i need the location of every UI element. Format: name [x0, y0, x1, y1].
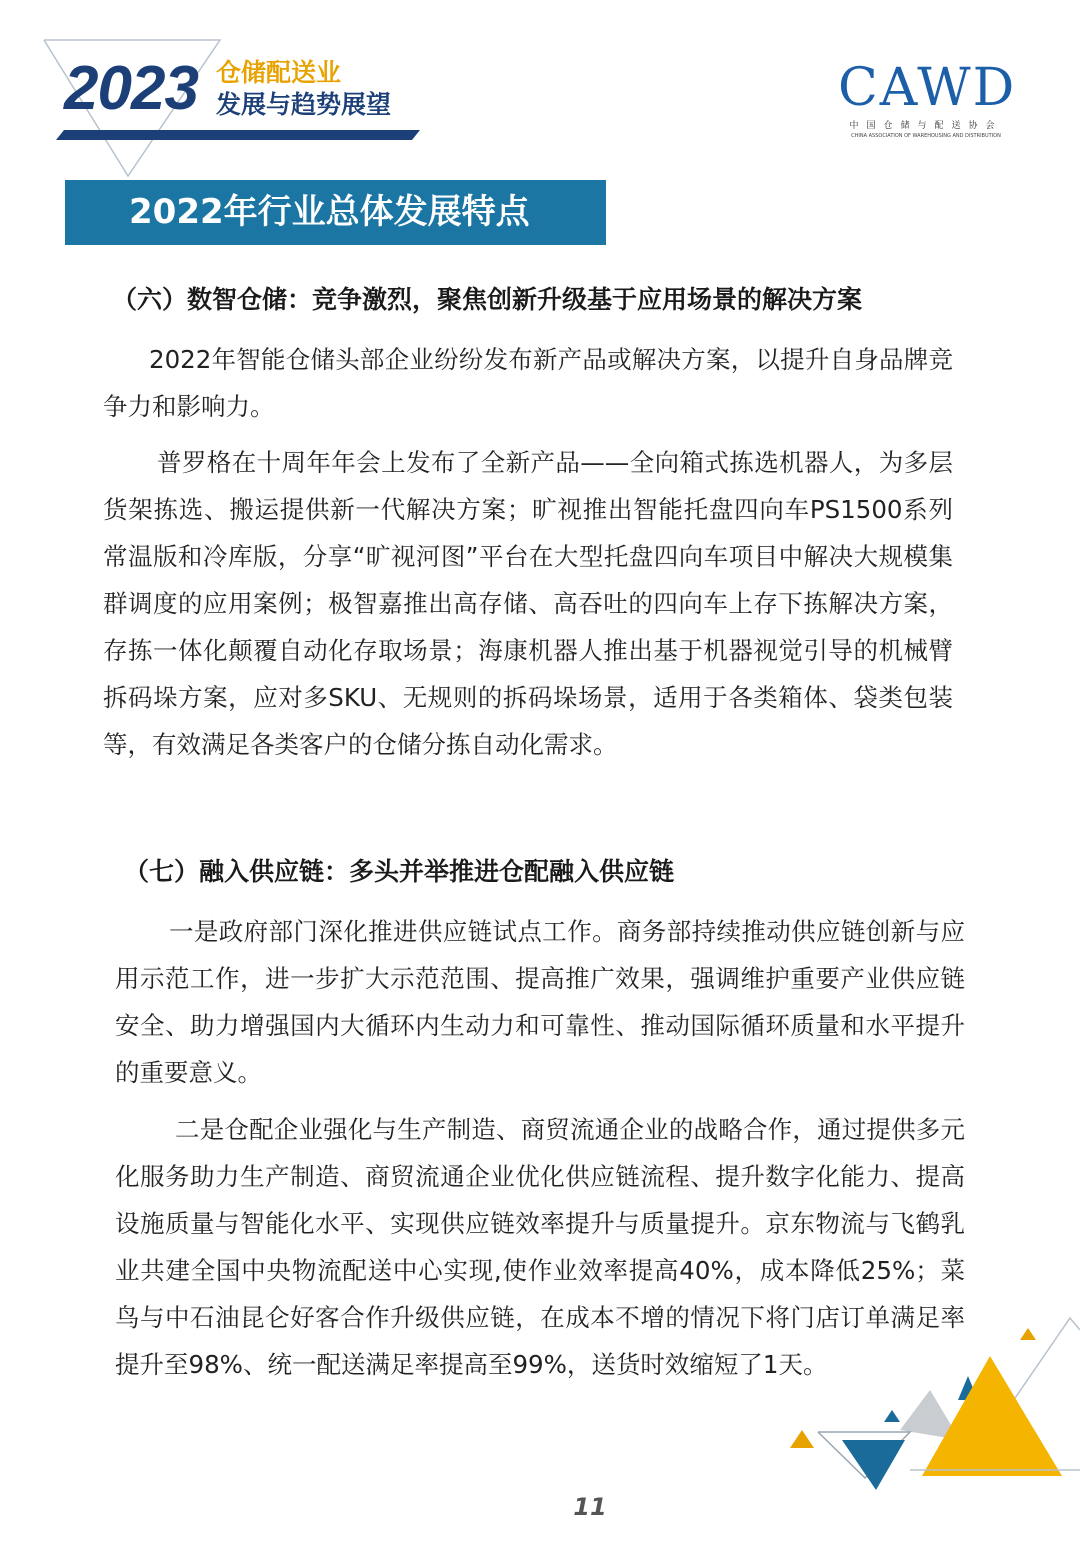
- report-year: 2023: [64, 54, 198, 123]
- report-title-line2: 发展与趋势展望: [216, 90, 392, 119]
- logo-cn: 中国仓储与配送协会: [849, 121, 1003, 131]
- cawd-logo: [838, 58, 1017, 139]
- section-banner: 2022年行业总体发展特点: [65, 180, 606, 245]
- section7-paragraph-2: 二是仓配企业强化与生产制造、商贸流通企业的战略合作，通过提供多元化服务助力生产制造、商贸流通企业优化供应链流程、提升数字化能力、提高设施质量与智能化水平、实现供应链效率提升与质量提升。京东物流与飞鹤乳业共建全国中央物流配送中心实现,使作业效率提高40%，成本降低25%；菜鸟与中石油昆仑好客合作升级供应链，在成本不增的情况下将门店订单满足率提升至98%、统一配送满足率提高至99%，送货时效缩短了1天。: [115, 1115, 965, 1379]
- page-number: 11: [573, 1493, 607, 1521]
- section7-paragraph-1: 一是政府部门深化推进供应链试点工作。商务部持续推动供应链创新与应用示范工作，进一步扩大示范范围、提高推广效果，强调维护重要产业供应链安全、助力增强国内大循环内生动力和可靠性、推动国际循环质量和水平提升的重要意义。: [115, 917, 965, 1087]
- logo-text: CAWD: [838, 58, 1017, 118]
- section6-heading: （六）数智仓储：竞争激烈，聚焦创新升级基于应用场景的解决方案: [112, 285, 863, 314]
- report-title-line1: 仓储配送业: [216, 58, 342, 87]
- section6-paragraph-2: 普罗格在十周年年会上发布了全新产品——全向箱式拣选机器人，为多层货架拣选、搬运提供新一代解决方案；旷视推出智能托盘四向车PS1500系列常温版和冷库版，分享“旷视河图”平台在大型托盘四向车项目中解决大规模集群调度的应用案例；极智嘉推出高存储、高吞吐的四向车上存下拣解决方案，存拣一体化颠覆自动化存取场景；海康机器人推出基于机器视觉引导的机械臂拆码垛方案，应对多SKU、无规则的拆码垛场景，适用于各类箱体、袋类包装等，有效满足各类客户的仓储分拣自动化需求。: [103, 448, 953, 759]
- section6-paragraph-1: 2022年智能仓储头部企业纷纷发布新产品或解决方案，以提升自身品牌竞争力和影响力。: [103, 345, 953, 421]
- section7-heading: （七）融入供应链：多头并举推进仓配融入供应链: [124, 857, 675, 886]
- logo-en: CHINA ASSOCIATION OF WAREHOUSING AND DISTRIBUTION: [851, 133, 1001, 139]
